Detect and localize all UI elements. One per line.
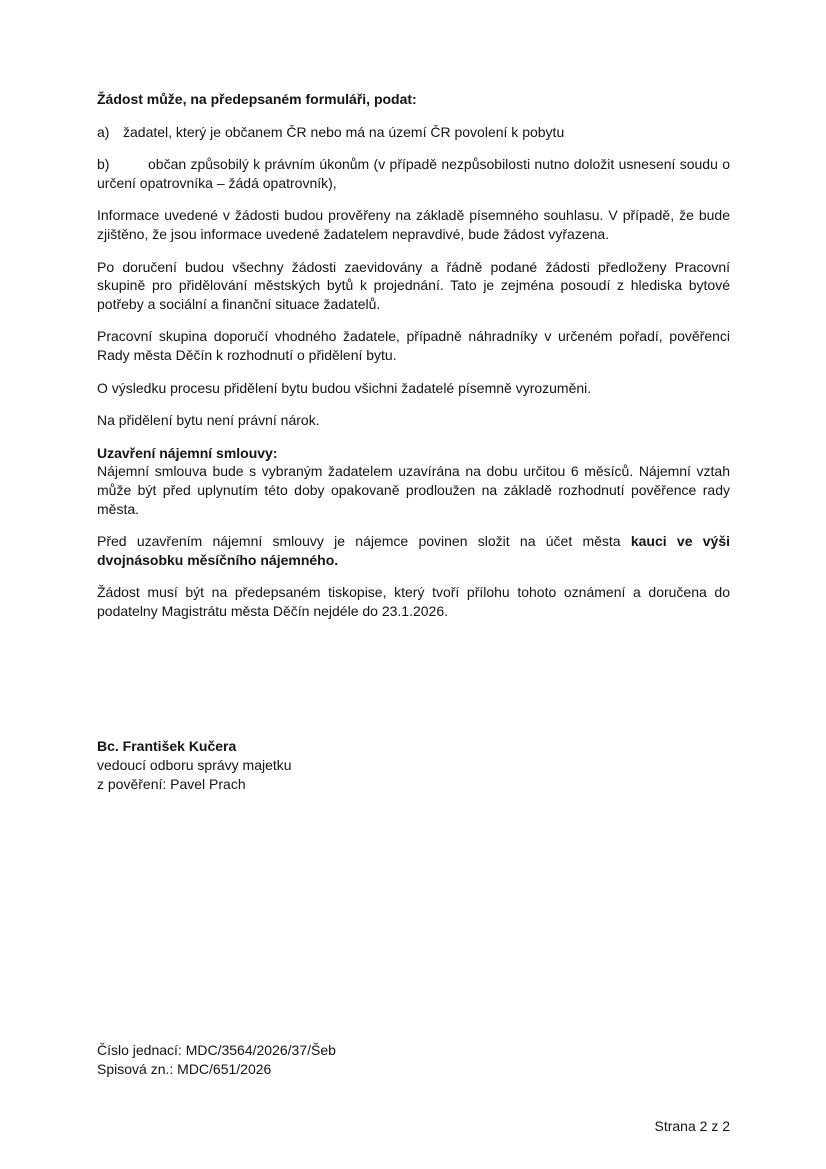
paragraph-deposit [97, 532, 730, 569]
references-block [97, 1041, 730, 1078]
page-footer [97, 1117, 730, 1136]
list-item-b-label: b) [97, 156, 110, 173]
paragraph-recommendation: Pracovní skupina doporučí vhodného žadatele, případně náhradníky v určeném pořadí, pověřenci Rady města Děčín k rozhodnutí o přidělení bytu. [97, 328, 730, 363]
lease-section [97, 444, 730, 518]
signature-block [97, 737, 730, 793]
page-number: Strana 2 z 2 [654, 1118, 730, 1135]
paragraph-deadline: Žádost musí být na předepsaném tiskopise, který tvoří přílohu tohoto oznámení a doručena do podatelny Magistrátu města Děčín nejdéle do 23.1.2026. [97, 584, 730, 619]
signatory-title: vedoucí odboru správy majetku [97, 757, 292, 774]
list-item-b [97, 155, 730, 192]
deposit-text-normal: Před uzavřením nájemní smlouvy je nájemce povinen složit na účet města [97, 533, 631, 550]
list-item-b-text: občan způsobilý k právním úkonům (v případě nezpůsobilosti nutno doložit usnesení soudu o určení opatrovníka – žádá opatrovník), [97, 156, 730, 191]
application-heading: Žádost může, na předepsaném formuláři, podat: [97, 91, 417, 107]
paragraph-notification: O výsledku procesu přidělení bytu budou všichni žadatelé písemně vyrozuměni. [97, 379, 592, 396]
record-number: Spisová zn.: MDC/651/2026 [97, 1060, 272, 1077]
signatory-name: Bc. František Kučera [97, 738, 237, 755]
file-number: Číslo jednací: MDC/3564/2026/37/Šeb [97, 1042, 336, 1059]
lease-heading: Uzavření nájemní smlouvy: [97, 444, 278, 461]
lease-body: Nájemní smlouva bude s vybraným žadatelem uzavírána na dobu určitou 6 měsíců. Nájemní vztah může být před uplynutím této doby opakovaně prodloužen na základě rozhodnutí pověřence rady města. [97, 463, 730, 517]
list-item-a [97, 123, 730, 142]
paragraph-processing: Po doručení budou všechny žádosti zaevidovány a řádně podané žádosti předloženy Pracovní skupině pro přidělování městských bytů k projednání. Tato je zejména posoudí z hlediska bytové potřeby a sociální a finanční situace žadatelů. [97, 258, 730, 312]
paragraph-no-legal-claim: Na přidělení bytu není právní nárok. [97, 412, 320, 429]
signatory-on-behalf: z pověření: Pavel Prach [97, 775, 246, 792]
deposit-text-bold: kauci ve výši dvojnásobku měsíčního nájemného. [97, 533, 730, 568]
list-item-a-label: a) [97, 123, 110, 140]
paragraph-verification: Informace uvedené v žádosti budou prověřeny na základě písemného souhlasu. V případě, že bude zjištěno, že jsou informace uvedené žadatelem nepravdivé, bude žádost vyřazena. [97, 207, 730, 242]
list-item-a-text: žadatel, který je občanem ČR nebo má na území ČR povolení k pobytu [123, 123, 565, 140]
